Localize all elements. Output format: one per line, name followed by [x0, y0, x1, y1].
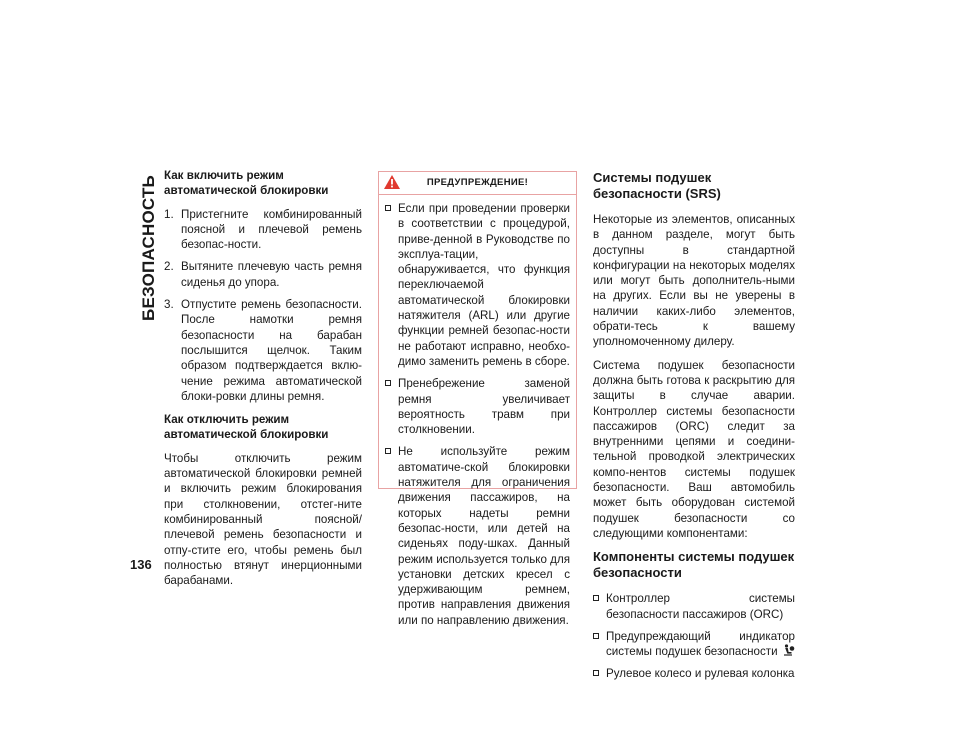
- srs-paragraph-2: Система подушек безопасности должна быть готова к раскрытию для защиты в случае аварии. Контроллер системы безопасности пассажиров (ORC) следит за внутренними цепями и соедини-тельной проводкой электрических компо-нентов системы подушек безопасности. Ваш автомобиль может быть оборудован системой подушек безопасности со следующими компонентами:: [593, 358, 795, 540]
- section-label-text: БЕЗОПАСНОСТЬ: [139, 174, 158, 321]
- enable-steps-list: [164, 207, 362, 405]
- warning-list: [385, 201, 570, 628]
- list-item: [164, 297, 362, 404]
- component-text: Контроллер системы безопасности пассажиров (ORC): [606, 592, 795, 621]
- heading-disable-auto-lock: Как отключить режим автоматической блокировки: [164, 413, 329, 442]
- list-item: [385, 376, 570, 437]
- list-item: [593, 629, 795, 660]
- component-text: Предупреждающий индикатор системы подушек безопасности: [606, 629, 795, 659]
- warning-text: Не используйте режим автоматиче-ской блокировки натяжителя для ограничения движения пассажиров, на которых надеты ремни безопас-ности, или детей на сиденьях поду-шках. Данный режим используется только для установки детских кресел с удерживающим ремнем, против направления движения или по направлению движения.: [398, 445, 570, 627]
- checkbox-bullet-icon: [593, 595, 599, 601]
- checkbox-bullet-icon: [593, 633, 599, 639]
- right-column: [593, 170, 795, 689]
- list-item: [593, 666, 795, 681]
- heading-srs: Системы подушек безопасности (SRS): [593, 170, 721, 201]
- checkbox-bullet-icon: [385, 380, 391, 386]
- left-column: [164, 168, 362, 596]
- disable-paragraph: Чтобы отключить режим автоматической блокировки ремней и включить режим блокирования при столкновении, отстег-ните комбинированный поясной/ плечевой ремень безопасности и отпу-стите его, чтобы ремень был полностью втянут инерционными барабанами.: [164, 451, 362, 588]
- components-list: [593, 591, 795, 681]
- step-text: Отпустите ремень безопасности. После намотки ремня безопасности на барабан послышится щелчок. Таким образом подтверждается вклю-чение режима автоматической блоки-ровки длины ремня.: [181, 298, 362, 403]
- airbag-indicator-icon: [783, 644, 795, 656]
- heading-components: Компоненты системы подушек безопасности: [593, 549, 795, 581]
- warning-text: Если при проведении проверки в соответствии с процедурой, приве-денной в Руководстве по эксплуа-тации, обнаруживается, что функция переключаемой автоматической блокировки натяжителя (ARL) или другие функции ремней безопас-ности не работают исправно, необхо-димо заменить ремень в сборе.: [398, 202, 570, 368]
- heading-enable-auto-lock: Как включить режим автоматической блокировки: [164, 169, 329, 198]
- list-item: [164, 259, 362, 290]
- step-text: Пристегните комбинированный поясной и плечевой ремень безопас-ности.: [181, 207, 362, 252]
- checkbox-bullet-icon: [385, 205, 391, 211]
- srs-paragraph-1: Некоторые из элементов, описанных в данном разделе, могут быть доступны в стандартной конфигурации на некоторых моделях или могут быть дополнитель-ными на других. Если вы не уверены в наличии каких-либо элементов, обрати-тесь к вашему уполномоченному дилеру.: [593, 213, 795, 349]
- checkbox-bullet-icon: [385, 448, 391, 454]
- warning-body: [379, 195, 576, 639]
- warning-header: [379, 172, 576, 195]
- page-number: 136: [130, 557, 152, 572]
- step-number: 1.: [164, 207, 174, 221]
- list-item: [385, 201, 570, 369]
- warning-text: Пренебрежение заменой ремня увеличивает вероятность травм при столкновении.: [398, 377, 570, 437]
- section-label: [137, 160, 161, 335]
- checkbox-bullet-icon: [593, 670, 599, 676]
- warning-box: [378, 171, 577, 627]
- list-item: [164, 207, 362, 253]
- step-number: 2.: [164, 260, 174, 274]
- component-text: Рулевое колесо и рулевая колонка: [606, 667, 795, 681]
- step-number: 3.: [164, 298, 174, 312]
- list-item: [593, 591, 795, 622]
- step-text: Вытяните плечевую часть ремня сиденья до упора.: [181, 260, 362, 289]
- warning-title: ПРЕДУПРЕЖДЕНИЕ!: [426, 177, 529, 188]
- list-item: [385, 444, 570, 628]
